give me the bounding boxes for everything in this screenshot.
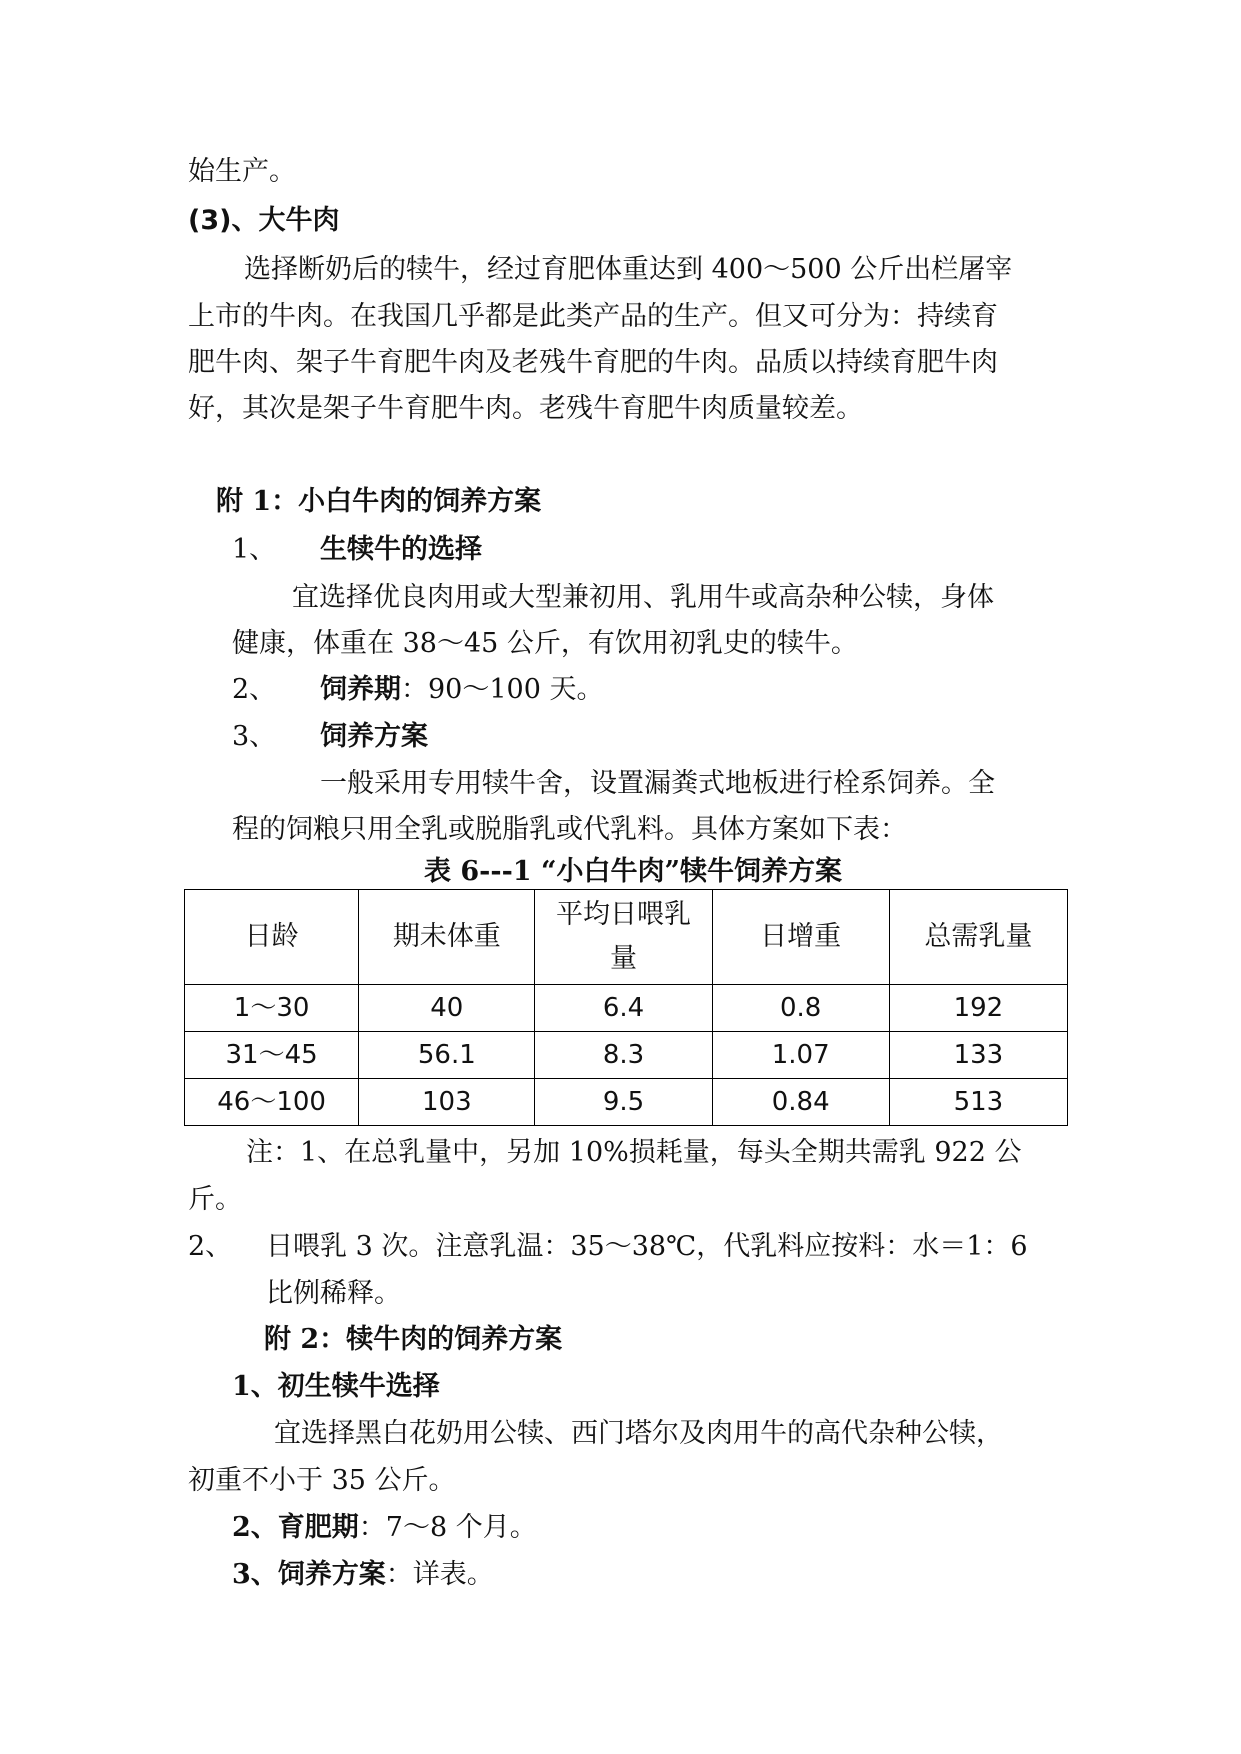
appendix2-item2-title: 2、育肥期 bbox=[232, 1512, 359, 1543]
table-cell: 0.84 bbox=[712, 1079, 889, 1126]
table-row bbox=[185, 985, 1068, 1032]
table-cell: 56.1 bbox=[359, 1032, 535, 1079]
paragraph-line: 一般采用专用犊牛舍，设置漏粪式地板进行栓系饲养。全 bbox=[320, 768, 995, 799]
appendix2-item1-title: 1、初生犊牛选择 bbox=[232, 1371, 440, 1402]
note-line: 斤。 bbox=[188, 1184, 242, 1215]
table-cell: 1.07 bbox=[712, 1032, 889, 1079]
table-cell: 0.8 bbox=[712, 985, 889, 1032]
appendix1-item2-title: 饲养期 bbox=[320, 674, 401, 705]
table-cell: 46～100 bbox=[185, 1079, 359, 1126]
paragraph-line: 程的饲粮只用全乳或脱脂乳或代乳料。具体方案如下表： bbox=[232, 814, 907, 845]
table-cell: 513 bbox=[889, 1079, 1067, 1126]
appendix2-item2 bbox=[232, 1508, 537, 1548]
table-row bbox=[185, 1079, 1068, 1126]
table-cell: 31～45 bbox=[185, 1032, 359, 1079]
paragraph-line: 选择断奶后的犊牛，经过育肥体重达到 400～500 公斤出栏屠宰 bbox=[244, 254, 1013, 285]
appendix1-item2-value: ：90～100 天。 bbox=[401, 674, 604, 705]
appendix2-item3-title: 3、饲养方案 bbox=[232, 1559, 386, 1590]
table-cell: 103 bbox=[359, 1079, 535, 1126]
header-cell-daily-gain: 日增重 bbox=[712, 890, 889, 985]
paragraph-line: 肥牛肉、架子牛育肥牛肉及老残牛育肥的牛肉。品质以持续育肥牛肉 bbox=[188, 347, 998, 378]
table-cell: 133 bbox=[889, 1032, 1067, 1079]
feeding-table bbox=[184, 889, 1068, 1126]
header-cell-total-milk: 总需乳量 bbox=[889, 890, 1067, 985]
appendix1-item2 bbox=[320, 670, 603, 710]
paragraph-continuation: 始生产。 bbox=[188, 156, 296, 187]
appendix2-item3 bbox=[232, 1555, 494, 1595]
header-cell-daily-milk bbox=[535, 890, 712, 985]
appendix1-item1-title: 生犊牛的选择 bbox=[320, 534, 482, 565]
note-line: 注：1、在总乳量中，另加 10%损耗量，每头全期共需乳 922 公 bbox=[246, 1137, 1022, 1168]
table-caption: 表 6---1 “小白牛肉”犊牛饲养方案 bbox=[424, 856, 843, 887]
appendix2-item3-value: ：详表。 bbox=[385, 1559, 494, 1590]
table-cell: 8.3 bbox=[535, 1032, 712, 1079]
appendix1-item2-number: 2、 bbox=[232, 674, 277, 705]
table-cell: 9.5 bbox=[535, 1079, 712, 1126]
note-line: 比例稀释。 bbox=[266, 1278, 401, 1309]
appendix2-item2-value: ：7～8 个月。 bbox=[358, 1512, 537, 1543]
appendix2-title: 附 2：犊牛肉的饲养方案 bbox=[264, 1324, 563, 1355]
header-cell-age: 日龄 bbox=[185, 890, 359, 985]
paragraph-line: 好，其次是架子牛育肥牛肉。老残牛育肥牛肉质量较差。 bbox=[188, 393, 863, 424]
paragraph-line: 健康，体重在 38～45 公斤，有饮用初乳史的犊牛。 bbox=[232, 628, 858, 659]
paragraph-line: 宜选择优良肉用或大型兼初用、乳用牛或高杂种公犊，身体 bbox=[292, 582, 994, 613]
paragraph-line: 上市的牛肉。在我国几乎都是此类产品的生产。但又可分为：持续育 bbox=[188, 301, 998, 332]
appendix1-title: 附 1：小白牛肉的饲养方案 bbox=[216, 486, 542, 517]
header-daily-milk-text: 平均日喂乳 量 bbox=[556, 899, 691, 974]
paragraph-line: 初重不小于 35 公斤。 bbox=[188, 1465, 456, 1496]
table-row bbox=[185, 1032, 1068, 1079]
appendix1-item1-number: 1、 bbox=[232, 534, 277, 565]
appendix1-item3-title: 饲养方案 bbox=[320, 721, 428, 752]
table-cell: 40 bbox=[359, 985, 535, 1032]
note2-number: 2、 bbox=[188, 1231, 233, 1262]
section-heading-big-beef: (3)、大牛肉 bbox=[188, 205, 340, 236]
paragraph-line: 宜选择黑白花奶用公犊、西门塔尔及肉用牛的高代杂种公犊， bbox=[274, 1418, 1003, 1449]
table-cell: 6.4 bbox=[535, 985, 712, 1032]
table-cell: 192 bbox=[889, 985, 1067, 1032]
table-header-row bbox=[185, 890, 1068, 985]
note-line: 日喂乳 3 次。注意乳温：35～38℃，代乳料应按料：水＝1：6 bbox=[266, 1231, 1028, 1262]
header-cell-final-weight: 期未体重 bbox=[359, 890, 535, 985]
appendix1-item3-number: 3、 bbox=[232, 721, 277, 752]
table-cell: 1～30 bbox=[185, 985, 359, 1032]
